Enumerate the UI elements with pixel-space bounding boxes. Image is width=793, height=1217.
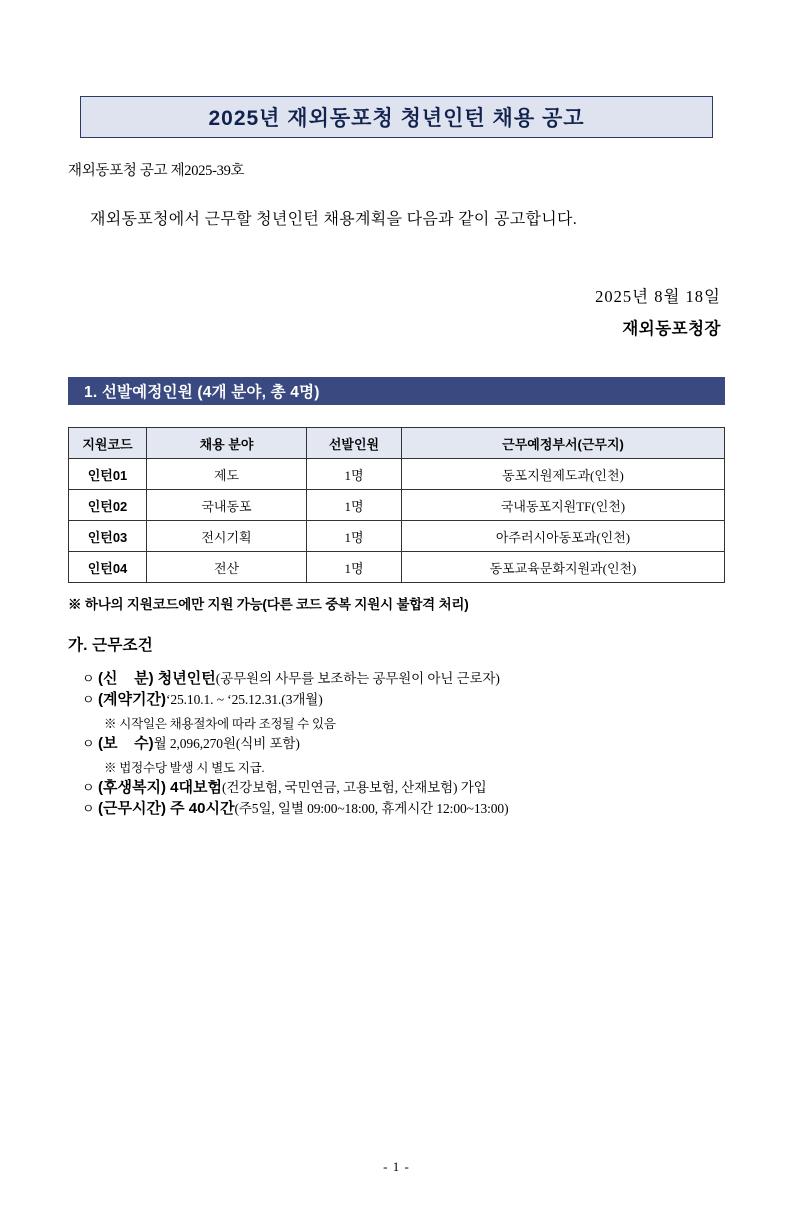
list-item-label: (후생복지) 4대보험	[98, 779, 222, 796]
table-header-cell: 지원코드	[69, 428, 147, 459]
subsection-heading: 가. 근무조건	[68, 637, 153, 654]
table-cell-code: 인턴03	[69, 521, 147, 552]
list-item-body: 월 2,096,270원(식비 포함)	[153, 736, 300, 751]
list-item-label: (계약기간)	[98, 691, 166, 708]
intro-paragraph: 재외동포청에서 근무할 청년인턴 채용계획을 다음과 같이 공고합니다.	[90, 211, 578, 228]
table-cell-code: 인턴01	[69, 459, 147, 490]
table-cell-code: 인턴04	[69, 552, 147, 583]
table-row	[69, 490, 725, 521]
table-header-cell: 선발인원	[307, 428, 402, 459]
bullet-marker: ㅇ	[82, 801, 95, 816]
list-item-label: (근무시간) 주 40시간	[98, 800, 235, 817]
list-item	[68, 732, 725, 753]
list-item-note: ※ 시작일은 채용절차에 따라 조정될 수 있음	[104, 717, 336, 731]
table-cell-count: 1명	[307, 521, 402, 552]
table-row	[69, 459, 725, 490]
list-item-body: (공무원의 사무를 보조하는 공무원이 아닌 근로자)	[215, 671, 500, 686]
bullet-marker: ㅇ	[82, 736, 95, 751]
list-item-group	[68, 688, 725, 732]
list-item	[68, 797, 725, 818]
title-banner	[80, 96, 713, 138]
table-cell-count: 1명	[307, 552, 402, 583]
bullet-marker: ㅇ	[82, 780, 95, 795]
table-header-cell: 근무예정부서(근무지)	[402, 428, 725, 459]
recruitment-table	[68, 427, 725, 583]
table-cell-field: 제도	[147, 459, 307, 490]
table-cell-code: 인턴02	[69, 490, 147, 521]
signer-name: 재외동포청장	[622, 319, 721, 338]
list-item	[68, 776, 725, 797]
table-header-row	[69, 428, 725, 459]
notice-number: 재외동포청 공고 제2025-39호	[68, 163, 245, 179]
table-cell-field: 전산	[147, 552, 307, 583]
table-header-cell: 채용 분야	[147, 428, 307, 459]
table-cell-count: 1명	[307, 490, 402, 521]
table-row	[69, 521, 725, 552]
list-item	[68, 688, 725, 709]
list-item-group	[68, 776, 725, 797]
table-cell-department: 동포교육문화지원과(인천)	[402, 552, 725, 583]
table-cell-department: 국내동포지원TF(인천)	[402, 490, 725, 521]
table-note: ※ 하나의 지원코드에만 지원 가능(다른 코드 중복 지원시 불합격 처리)	[68, 597, 469, 612]
list-item-note: ※ 법정수당 발생 시 별도 지급.	[104, 761, 265, 775]
list-item-group	[68, 732, 725, 776]
list-item-label: (신 분) 청년인턴	[98, 670, 216, 687]
section-heading-text: 1. 선발예정인원 (4개 분야, 총 4명)	[84, 384, 320, 401]
work-conditions-list	[68, 667, 725, 818]
page-title: 2025년 재외동포청 청년인턴 채용 공고	[208, 107, 585, 130]
list-item-group	[68, 667, 725, 688]
list-item-group	[68, 797, 725, 818]
table-cell-field: 전시기획	[147, 521, 307, 552]
list-item-body: (주5일, 일별 09:00~18:00, 휴게시간 12:00~13:00)	[234, 801, 509, 816]
list-item	[68, 667, 725, 688]
bullet-marker: ㅇ	[82, 671, 95, 686]
list-item-body: (건강보험, 국민연금, 고용보험, 산재보험) 가입	[221, 780, 487, 795]
table-cell-field: 국내동포	[147, 490, 307, 521]
page-number: - 1 -	[383, 1159, 410, 1174]
notice-date: 2025년 8월 18일	[595, 287, 721, 306]
table-row	[69, 552, 725, 583]
list-item-body: ‘25.10.1. ~ ‘25.12.31.(3개월)	[165, 692, 323, 707]
list-item-label: (보 수)	[98, 735, 154, 752]
bullet-marker: ㅇ	[82, 692, 95, 707]
section-heading-bar	[68, 377, 725, 405]
table-cell-count: 1명	[307, 459, 402, 490]
table-cell-department: 동포지원제도과(인천)	[402, 459, 725, 490]
document-page	[0, 96, 793, 1217]
table-cell-department: 아주러시아동포과(인천)	[402, 521, 725, 552]
